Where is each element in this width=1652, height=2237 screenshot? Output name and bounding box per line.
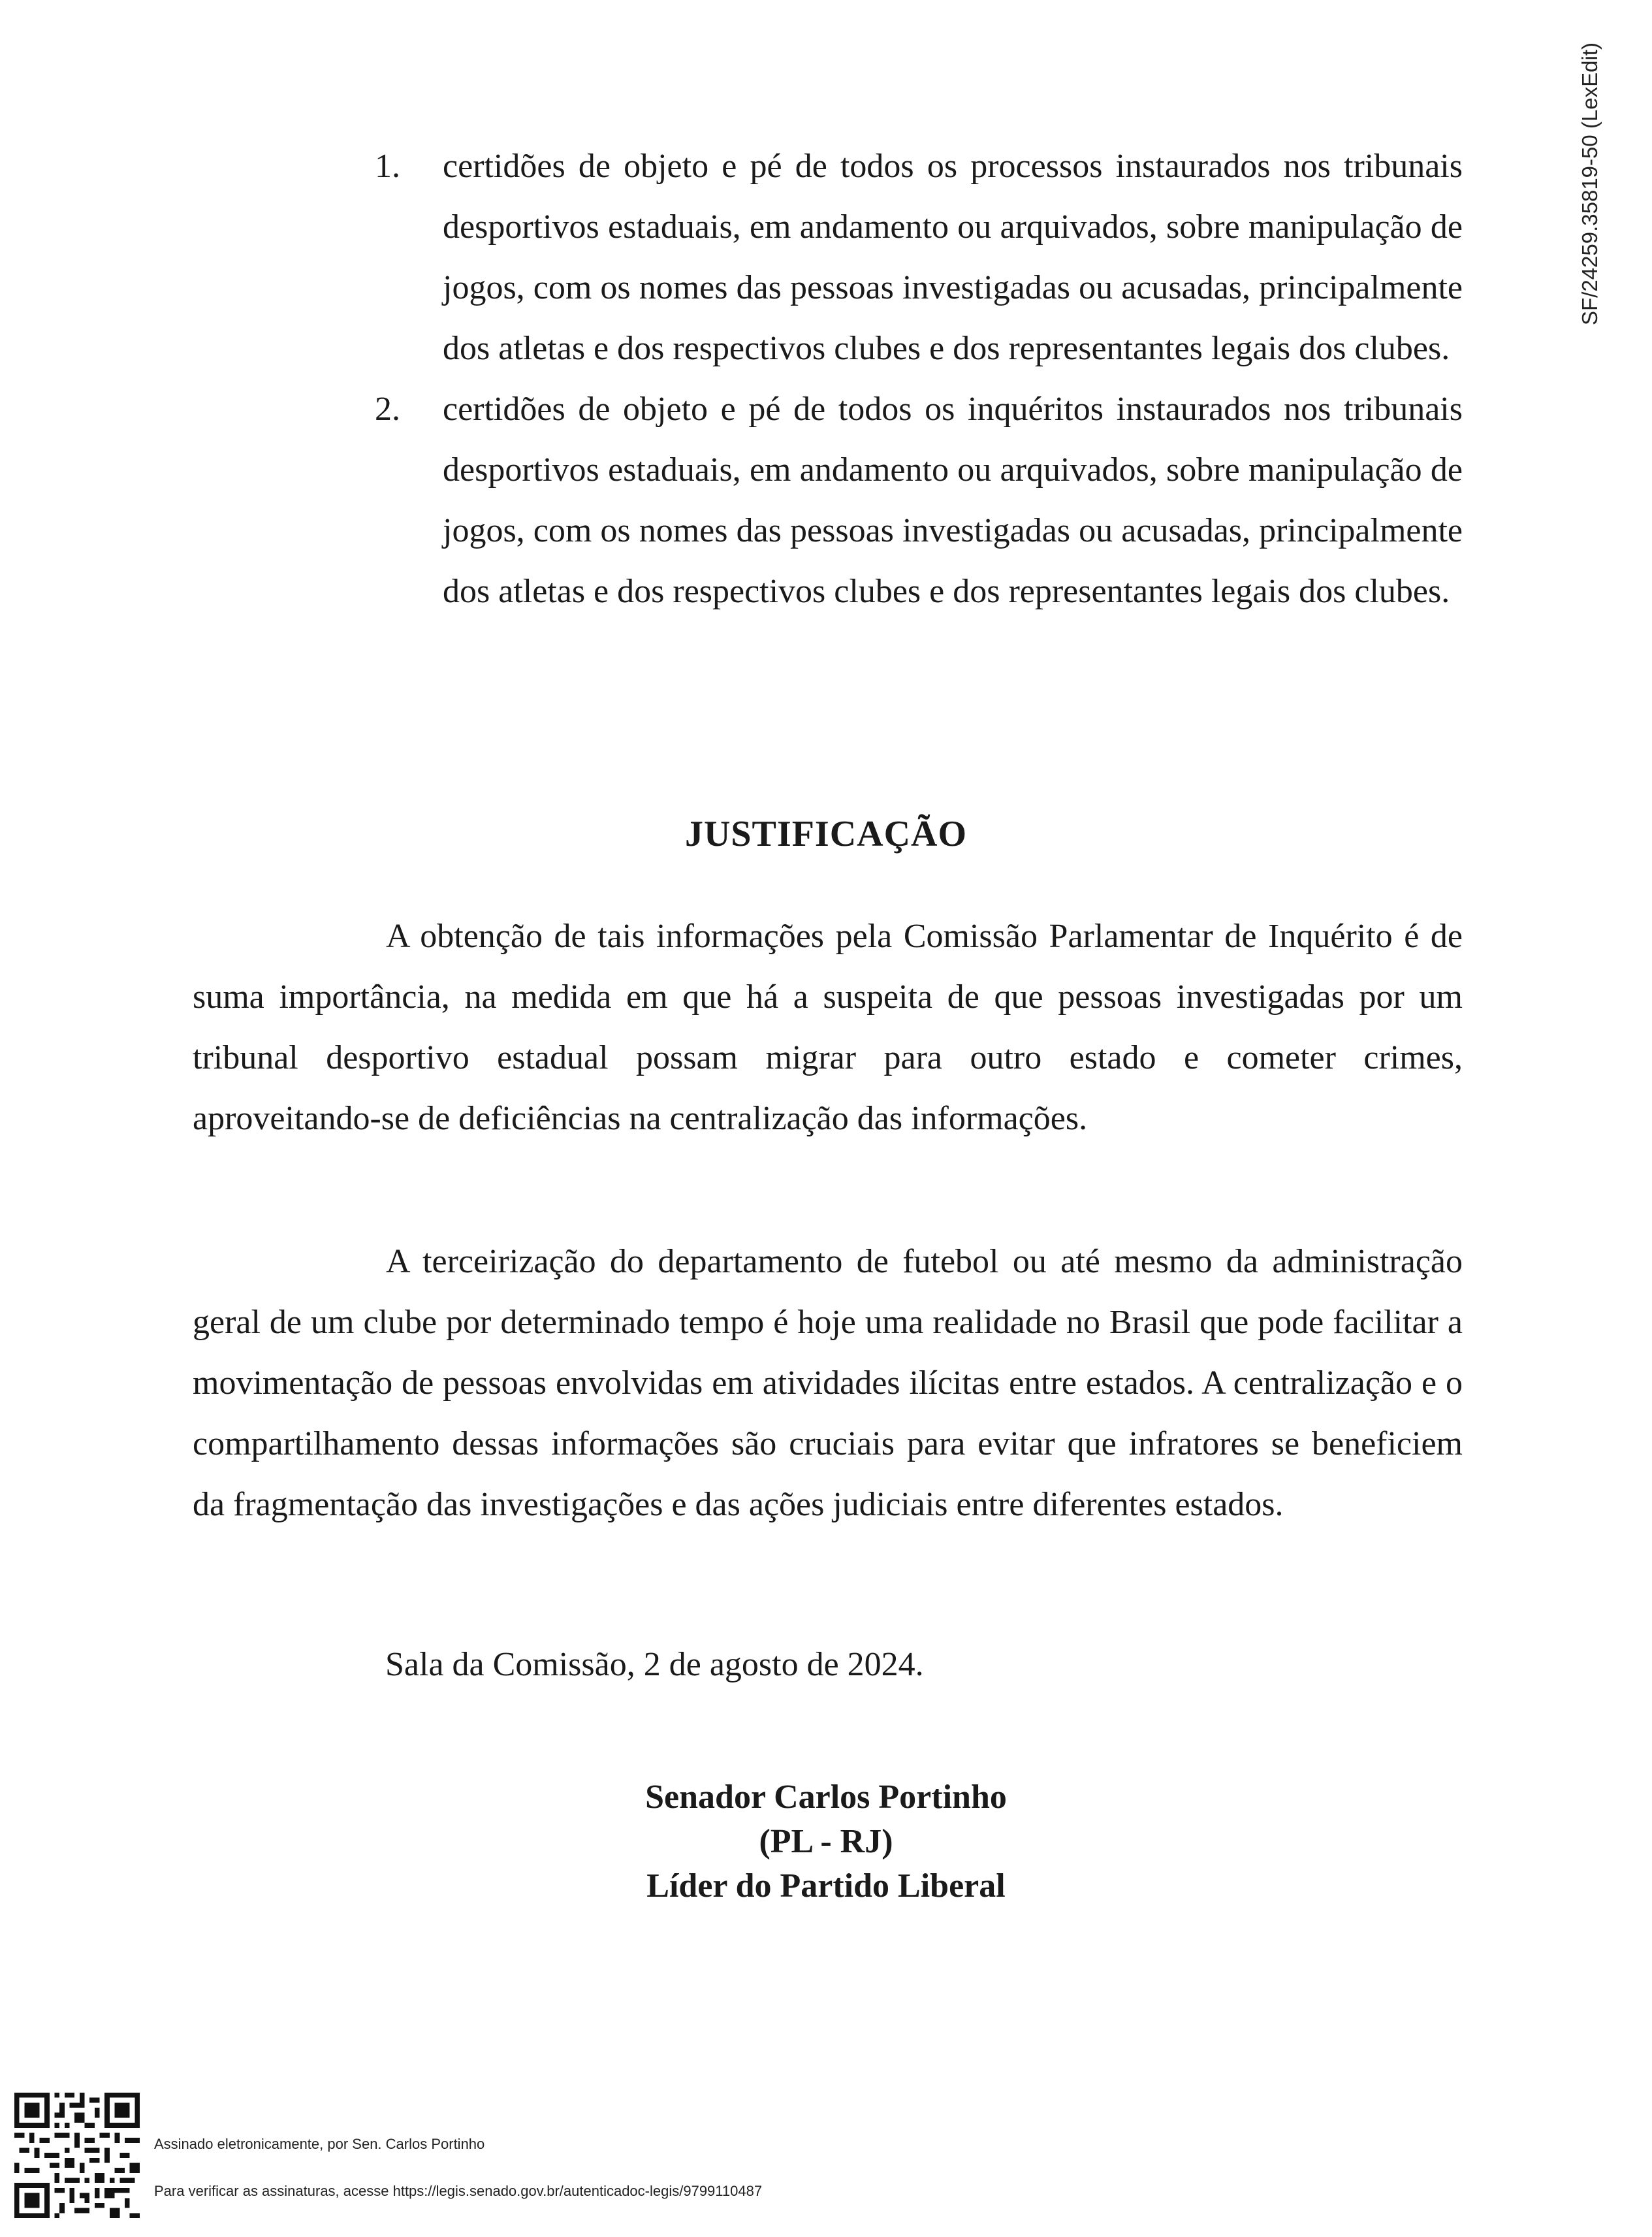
qr-code-icon bbox=[14, 2093, 140, 2218]
requested-items-list bbox=[366, 136, 1463, 622]
footer-verify-link[interactable]: Para verificar as assinaturas, acesse https://legis.senado.gov.br/autenticadoc-legis/9799110487 bbox=[154, 2183, 763, 2199]
footer-signed-by: Assinado eletronicamente, por Sen. Carlos Portinho bbox=[154, 2136, 485, 2152]
list-item bbox=[366, 379, 1463, 622]
list-item-number: 2. bbox=[375, 391, 400, 428]
date-line: Sala da Comissão, 2 de agosto de 2024. bbox=[385, 1646, 924, 1683]
list-item-text: certidões de objeto e pé de todos os processos instaurados nos tribunais desportivos estaduais, em andamento ou arquivados, sobre manipulação de jogos, com os nomes das pessoas investigadas ou acusadas, principalmente dos atletas e dos respectivos clubes e dos representantes legais dos clubes. bbox=[443, 148, 1463, 367]
signature-name: Senador Carlos Portinho bbox=[645, 1778, 1007, 1816]
justification-paragraph-2: A terceirização do departamento de futebol ou até mesmo da administração geral de um clube por determinado tempo é hoje uma realidade no Brasil que pode facilitar a movimentação de pessoas envolvidas em atividades ilícitas entre estados. A centralização e o compartilhamento dessas informações são cruciais para evitar que infratores se beneficiem da fragmentação das investigações e das ações judiciais entre diferentes estados. bbox=[193, 1243, 1463, 1523]
list-item bbox=[366, 136, 1463, 379]
list-item-text: certidões de objeto e pé de todos os inquéritos instaurados nos tribunais desportivos estaduais, em andamento ou arquivados, sobre manipulação de jogos, com os nomes das pessoas investigadas ou acusadas, principalmente dos atletas e dos respectivos clubes e dos representantes legais dos clubes. bbox=[443, 391, 1463, 610]
signature-party: (PL - RJ) bbox=[759, 1823, 893, 1860]
document-code-text: SF/24259.35819-50 (LexEdit) bbox=[1578, 42, 1602, 325]
section-heading: JUSTIFICAÇÃO bbox=[684, 814, 968, 854]
signature-role: Líder do Partido Liberal bbox=[646, 1867, 1006, 1905]
list-item-number: 1. bbox=[375, 148, 400, 185]
justification-paragraph-1: A obtenção de tais informações pela Comissão Parlamentar de Inquérito é de suma importância, na medida em que há a suspeita de que pessoas investigadas por um tribunal desportivo estadual possam migrar para outro estado e cometer crimes, aproveitando-se de deficiências na centralização das informações. bbox=[193, 918, 1463, 1137]
document-code-vertical bbox=[1546, 0, 1602, 327]
